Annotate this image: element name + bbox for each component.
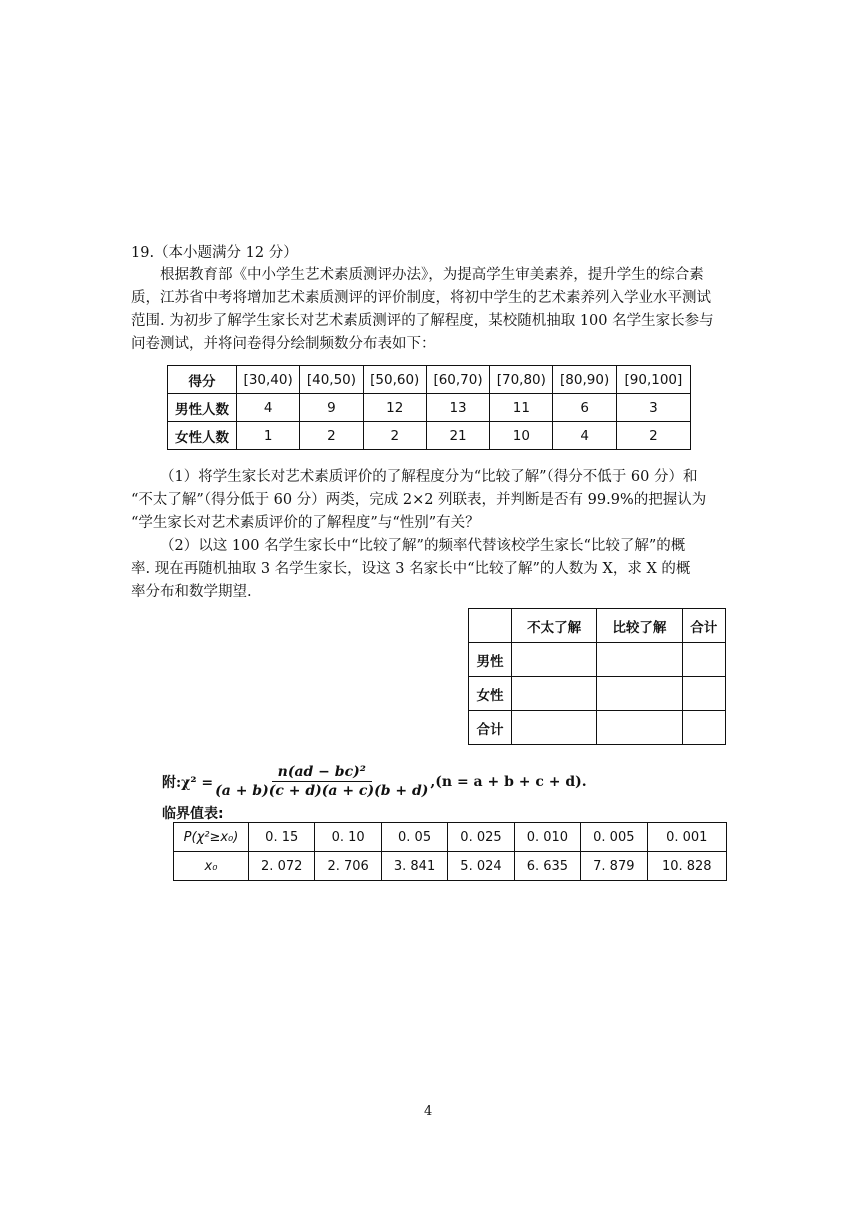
table-header-cell: [60,70): [426, 366, 489, 394]
row-label: 女性: [469, 677, 512, 711]
table-cell: 0. 05: [381, 823, 447, 852]
intro-line: 根据教育部《中小学生艺术素质测评办法》，为提高学生审美素养，提升学生的综合素: [160, 267, 704, 283]
table-row: [469, 677, 726, 711]
chi-square-formula: [162, 764, 587, 799]
table-header-cell: [469, 609, 512, 643]
question-2-line: 率分布和数学期望.: [131, 584, 252, 600]
empty-cell: [597, 643, 682, 677]
table-header-cell: 合计: [682, 609, 725, 643]
table-header-row: [469, 609, 726, 643]
table-cell: 6. 635: [514, 852, 580, 881]
table-cell: 1: [237, 422, 300, 450]
empty-cell: [682, 677, 725, 711]
table-row: [174, 852, 727, 881]
table-cell: 0. 005: [581, 823, 647, 852]
table-header-cell: 得分: [168, 366, 237, 394]
formula-denominator: (a + b)(c + d)(a + c)(b + d): [215, 783, 429, 799]
intro-line: 问卷测试，并将问卷得分绘制频数分布表如下：: [131, 336, 436, 352]
formula-fraction: [215, 764, 428, 799]
table-header-cell: [30,40): [237, 366, 300, 394]
empty-cell: [682, 711, 725, 745]
formula-numerator: n(ad − bc)²: [272, 764, 372, 782]
table-header-cell: 不太了解: [512, 609, 597, 643]
table-cell: 7. 879: [581, 852, 647, 881]
table-header-cell: 比较了解: [597, 609, 682, 643]
table-cell: 12: [363, 394, 426, 422]
contingency-table: [468, 608, 726, 745]
empty-cell: [512, 677, 597, 711]
table-cell: 21: [426, 422, 489, 450]
row-label: x₀: [174, 852, 249, 881]
formula-prefix: 附:χ² =: [162, 774, 214, 791]
table-header-cell: [80,90): [553, 366, 616, 394]
intro-line: 质，江苏省中考将增加艺术素质测评的评价制度，将初中学生的艺术素养列入学业水平测试: [131, 290, 711, 306]
table-header-row: [168, 366, 691, 394]
problem-header: 19.（本小题满分 12 分）: [131, 245, 298, 261]
critical-table-label: 临界值表:: [162, 806, 224, 822]
table-cell: 0. 15: [249, 823, 315, 852]
table-header-cell: [90,100]: [616, 366, 690, 394]
table-cell: 2: [300, 422, 363, 450]
table-cell: 2: [616, 422, 690, 450]
empty-cell: [512, 643, 597, 677]
table-cell: 0. 010: [514, 823, 580, 852]
table-header-cell: [40,50): [300, 366, 363, 394]
table-cell: 13: [426, 394, 489, 422]
table-cell: 0. 025: [448, 823, 514, 852]
table-cell: 10: [490, 422, 553, 450]
table-cell: 4: [553, 422, 616, 450]
table-row: [469, 643, 726, 677]
table-row: [168, 422, 691, 450]
row-label: 合计: [469, 711, 512, 745]
table-cell: 3: [616, 394, 690, 422]
frequency-table: [167, 365, 691, 450]
question-1-line: “不太了解”（得分低于 60 分）两类，完成 2×2 列联表，并判断是否有 99.9%的把握认为: [131, 492, 707, 508]
empty-cell: [512, 711, 597, 745]
row-label: 女性人数: [168, 422, 237, 450]
question-2-line: 率. 现在再随机抽取 3 名学生家长，设这 3 名家长中“比较了解”的人数为 X，求 X 的概: [131, 561, 691, 577]
row-label: 男性: [469, 643, 512, 677]
table-row: [469, 711, 726, 745]
table-cell: 6: [553, 394, 616, 422]
page-number: 4: [424, 1104, 433, 1119]
empty-cell: [597, 677, 682, 711]
table-cell: 11: [490, 394, 553, 422]
empty-cell: [597, 711, 682, 745]
table-header-cell: [50,60): [363, 366, 426, 394]
table-cell: 0. 001: [647, 823, 726, 852]
table-cell: 4: [237, 394, 300, 422]
table-header-cell: [70,80): [490, 366, 553, 394]
table-cell: 10. 828: [647, 852, 726, 881]
table-cell: 9: [300, 394, 363, 422]
critical-value-table: [173, 822, 727, 881]
question-2-line: （2）以这 100 名学生家长中“比较了解”的频率代替该校学生家长“比较了解”的概: [160, 538, 686, 554]
question-1-line: “学生家长对艺术素质评价的了解程度”与“性别”有关？: [131, 515, 480, 531]
row-label: P(χ²≥x₀): [174, 823, 249, 852]
table-cell: 2. 706: [315, 852, 381, 881]
question-1-line: （1）将学生家长对艺术素质评价的了解程度分为“比较了解”（得分不低于 60 分）和: [160, 469, 698, 485]
table-row: [174, 823, 727, 852]
table-cell: 2: [363, 422, 426, 450]
intro-line: 范围. 为初步了解学生家长对艺术素质测评的了解程度，某校随机抽取 100 名学生家长参与: [131, 313, 714, 329]
empty-cell: [682, 643, 725, 677]
formula-suffix: ,(n = a + b + c + d).: [430, 773, 587, 790]
table-cell: 2. 072: [249, 852, 315, 881]
table-row: [168, 394, 691, 422]
table-cell: 0. 10: [315, 823, 381, 852]
table-cell: 3. 841: [381, 852, 447, 881]
row-label: 男性人数: [168, 394, 237, 422]
table-cell: 5. 024: [448, 852, 514, 881]
